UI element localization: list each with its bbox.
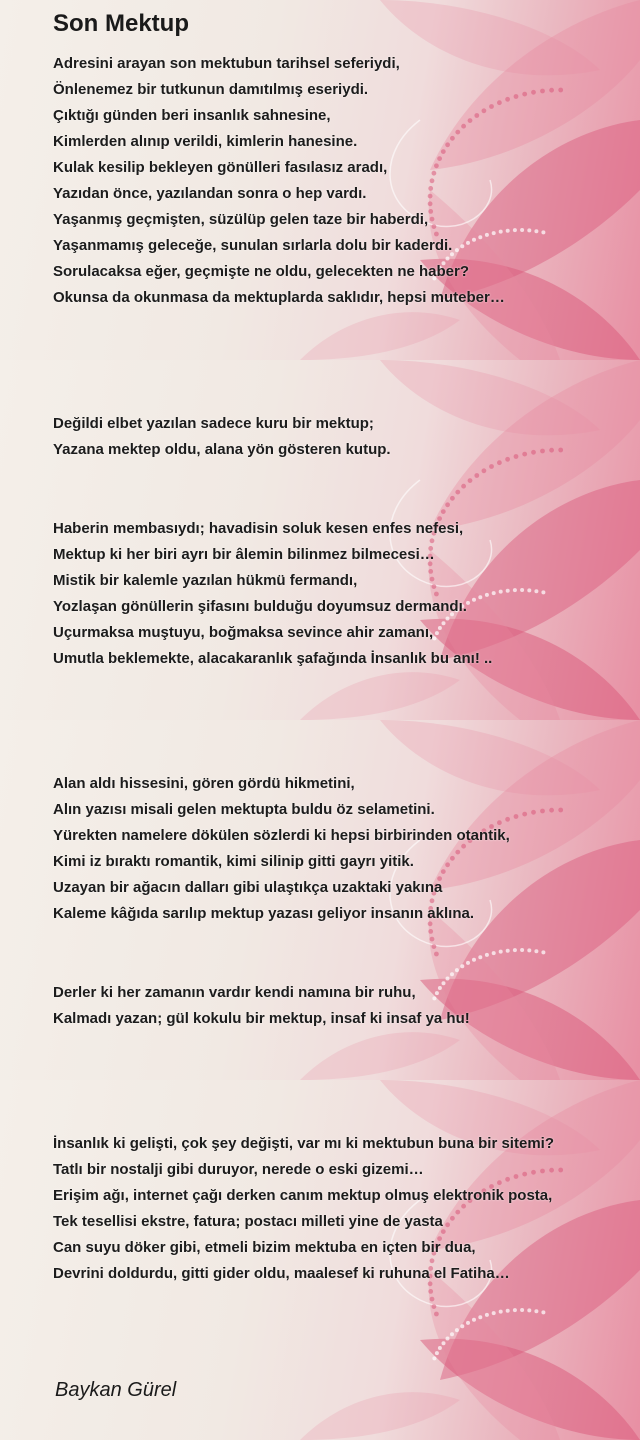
poem-line: Uçurmaksa muştuyu, boğmaksa sevince ahir zamanı,	[53, 624, 434, 641]
poem-line: Önlenemez bir tutkunun damıtılmış eseriydi.	[53, 81, 369, 98]
poem-line: Mistik bir kalemle yazılan hükmü fermandı,	[53, 572, 358, 589]
poem-line: Değildi elbet yazılan sadece kuru bir mektup;	[53, 415, 374, 432]
poem-line: Kalmadı yazan; gül kokulu bir mektup, insaf ki insaf ya hu!	[53, 1010, 470, 1027]
poem-line: Devrini doldurdu, gitti gider oldu, maalesef ki ruhuna el Fatiha…	[53, 1265, 510, 1282]
poem-line: Okunsa da okunmasa da mektuplarda saklıdır, hepsi muteber…	[53, 289, 505, 306]
poem-line: Haberin membasıydı; havadisin soluk kesen enfes nefesi,	[53, 520, 464, 537]
poem-title: Son Mektup	[53, 10, 189, 37]
poem-line: Can suyu döker gibi, etmeli bizim mektuba en içten bir dua,	[53, 1239, 476, 1256]
poem-line: Yazıdan önce, yazılandan sonra o hep vardı.	[53, 185, 367, 202]
poem-line: Alın yazısı misali gelen mektupta buldu öz selametini.	[53, 801, 435, 818]
poem-line: Sorulacaksa eğer, geçmişte ne oldu, gelecekten ne haber?	[53, 263, 470, 280]
poem-line: Yozlaşan gönüllerin şifasını bulduğu doyumsuz dermandı.	[53, 598, 467, 615]
poem-line: Yürekten namelere dökülen sözlerdi ki hepsi birbirinden otantik,	[53, 827, 510, 844]
stanza-6	[53, 1131, 554, 1287]
poem-line: Tek tesellisi ekstre, fatura; postacı milleti yine de yasta	[53, 1213, 443, 1230]
poem-author: Baykan Gürel	[55, 1379, 177, 1401]
poem-line: Kimlerden alınıp verildi, kimlerin hanesine.	[53, 133, 358, 150]
poem-line: Umutla beklemekte, alacakaranlık şafağında İnsanlık bu anı! ..	[53, 650, 493, 667]
poem-line: Adresini arayan son mektubun tarihsel seferiydi,	[53, 55, 400, 72]
stanza-2	[53, 411, 391, 463]
poem-line: Uzayan bir ağacın dalları gibi ulaştıkça uzaktaki yakına	[53, 879, 443, 896]
stanza-5	[53, 980, 470, 1032]
poem-line: Kaleme kâğıda sarılıp mektup yazası geliyor insanın aklına.	[53, 905, 475, 922]
poem-line: Erişim ağı, internet çağı derken canım mektup olmuş elektronik posta,	[53, 1187, 553, 1204]
poem-line: Yaşanmamış geleceğe, sunulan sırlarla dolu bir kaderdi.	[53, 237, 453, 254]
poem-line: İnsanlık ki gelişti, çok şey değişti, var mı ki mektubun buna bir sitemi?	[53, 1135, 554, 1152]
stanza-4	[53, 771, 510, 927]
poem-line: Çıktığı günden beri insanlık sahnesine,	[53, 107, 331, 124]
poem-line: Kimi iz bıraktı romantik, kimi silinip gitti gayrı yitik.	[53, 853, 414, 870]
poem-line: Mektup ki her biri ayrı bir âlemin bilinmez bilmecesi…	[53, 546, 435, 563]
poem-line: Derler ki her zamanın vardır kendi namına bir ruhu,	[53, 984, 416, 1001]
poem-line: Alan aldı hissesini, gören gördü hikmetini,	[53, 775, 355, 792]
poem-line: Tatlı bir nostalji gibi duruyor, nerede o eski gizemi…	[53, 1161, 424, 1178]
stanza-1	[53, 51, 505, 311]
poem-line: Yazana mektep oldu, alana yön gösteren kutup.	[53, 441, 391, 458]
poem-line: Yaşanmış geçmişten, süzülüp gelen taze bir haberdi,	[53, 211, 429, 228]
poem-line: Kulak kesilip bekleyen gönülleri fasılasız aradı,	[53, 159, 388, 176]
stanza-3	[53, 516, 492, 672]
